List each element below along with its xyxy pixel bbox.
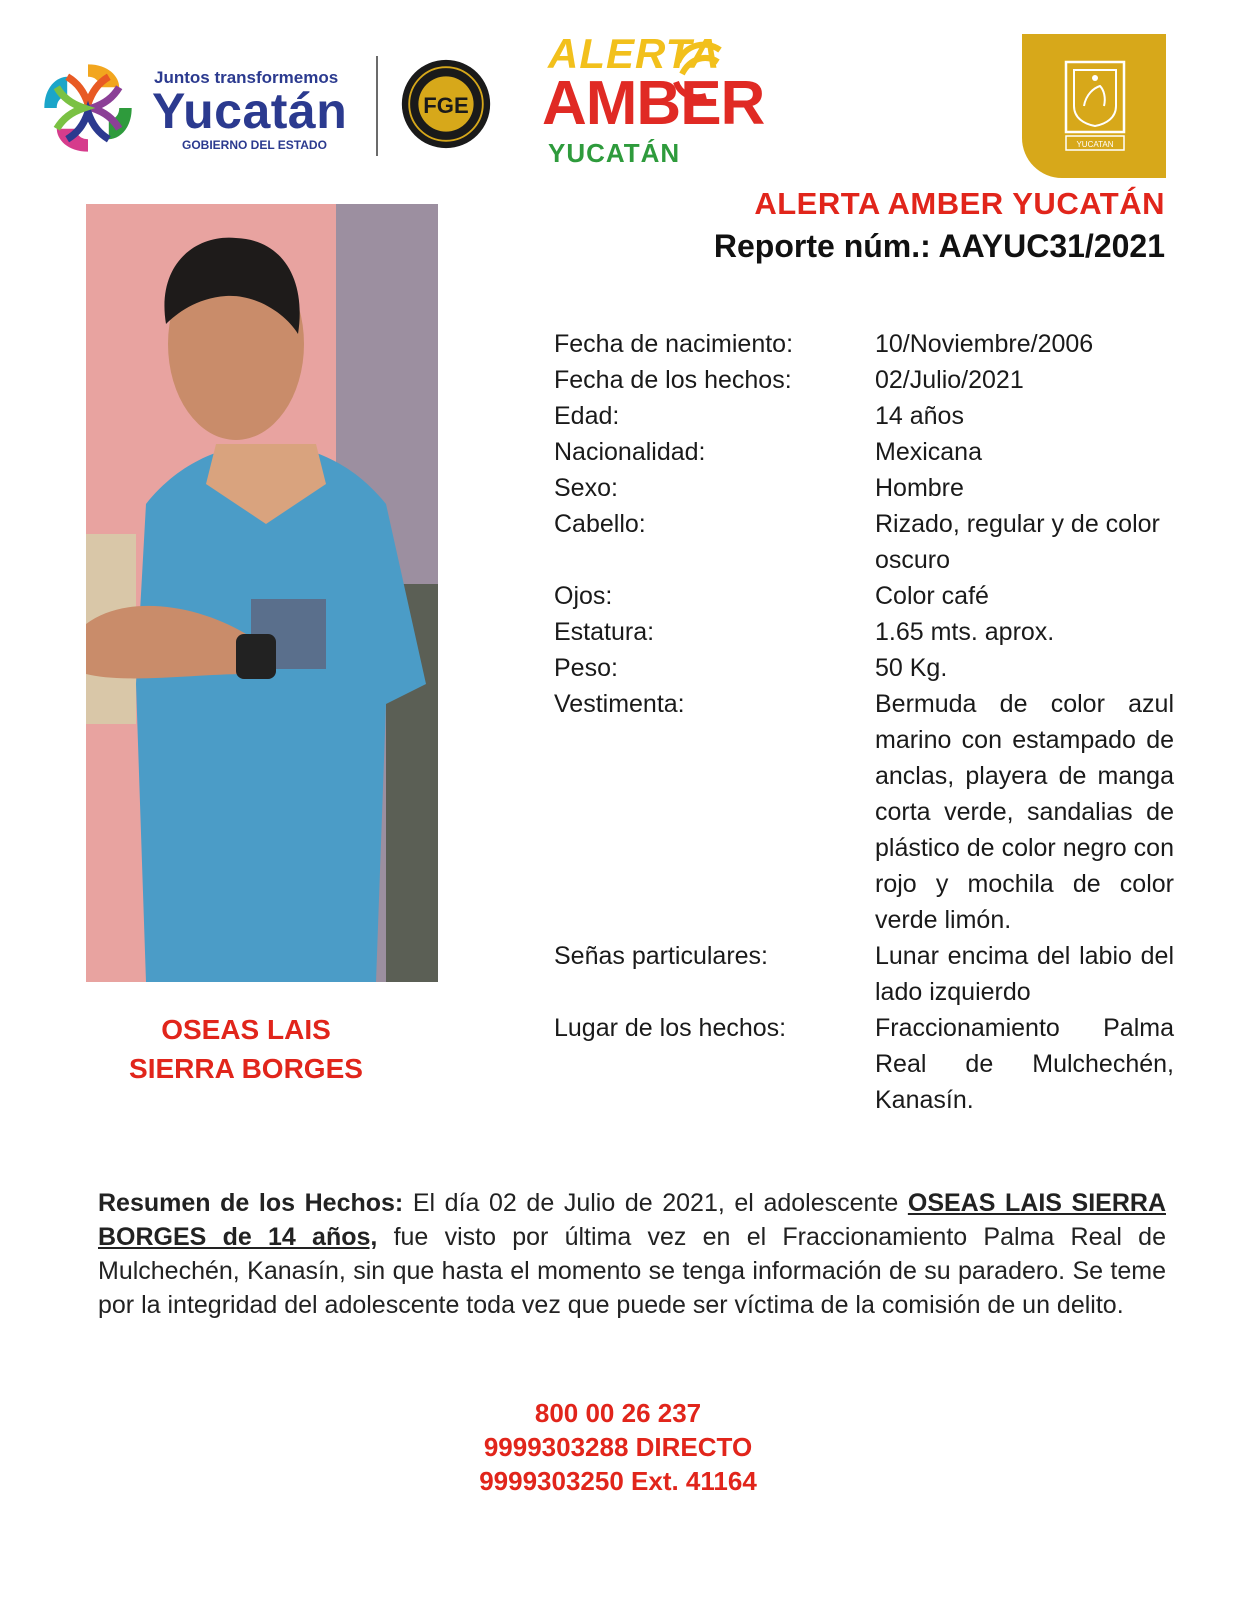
detail-row: [554, 614, 1174, 650]
detail-row: [554, 470, 1174, 506]
detail-row: [554, 650, 1174, 686]
detail-row: [554, 362, 1174, 398]
detail-value: Lunar encima del labio del lado izquierdo: [875, 942, 1174, 1006]
detail-row: [554, 506, 1174, 578]
detail-label: Vestimenta:: [554, 690, 685, 718]
detail-label: Sexo:: [554, 474, 618, 502]
amber-logo-line1: ALERTA: [548, 30, 721, 77]
summary-heading: Resumen de los Hechos:: [98, 1189, 404, 1217]
detail-row: [554, 938, 1174, 1010]
phone-line-1[interactable]: 800 00 26 237: [534, 1398, 702, 1428]
logo-divider: [376, 56, 378, 156]
detail-row: [554, 1010, 1174, 1118]
person-name: [86, 1010, 406, 1088]
yucatan-wordmark: Yucatán: [152, 83, 348, 139]
yucatan-government-logo: [36, 52, 496, 164]
detail-value: Rizado, regular y de color oscuro: [875, 510, 1160, 574]
amber-logo-line3: YUCATÁN: [548, 138, 681, 168]
fge-label: FGE: [423, 93, 469, 119]
yucatan-government-label: GOBIERNO DEL ESTADO: [182, 138, 327, 152]
detail-label: Ojos:: [554, 582, 613, 610]
detail-value: Hombre: [875, 474, 964, 502]
detail-label: Fecha de los hechos:: [554, 366, 792, 394]
detail-label: Edad:: [554, 402, 620, 430]
detail-row: [554, 398, 1174, 434]
signal-wave-icon: [672, 32, 732, 102]
detail-value: Mexicana: [875, 438, 982, 466]
coat-of-arms-icon: [1060, 56, 1130, 156]
detail-label: Fecha de nacimiento:: [554, 330, 794, 358]
alert-title: ALERTA AMBER YUCATÁN: [754, 186, 1165, 221]
detail-label: Nacionalidad:: [554, 438, 706, 466]
missing-person-photo: [86, 204, 438, 982]
person-details: [554, 326, 1174, 1118]
detail-label: Lugar de los hechos:: [554, 1014, 787, 1042]
phone-line-2[interactable]: 9999303288 DIRECTO: [483, 1432, 753, 1462]
yucatan-slogan: Juntos transformemos: [154, 68, 339, 87]
detail-value: 10/Noviembre/2006: [875, 330, 1094, 358]
detail-row: [554, 578, 1174, 614]
facts-summary: [98, 1186, 1166, 1322]
detail-row: [554, 326, 1174, 362]
detail-row: [554, 686, 1174, 938]
summary-text-1: El día 02 de Julio de 2021, el adolescente: [403, 1189, 908, 1217]
alerta-amber-logo: [540, 30, 765, 170]
summary-highlight: OSEAS LAIS SIERRA BORGES de 14 años,: [98, 1189, 1166, 1251]
detail-row: [554, 434, 1174, 470]
amber-logo-line2: AMBER: [542, 69, 765, 138]
shield-caption: YUCATAN: [1076, 140, 1114, 149]
detail-value: 02/Julio/2021: [875, 366, 1024, 394]
yucatan-state-shield-badge: [1022, 34, 1166, 178]
contact-phones: [318, 1396, 918, 1498]
detail-value: 50 Kg.: [875, 654, 948, 682]
detail-value: Color café: [875, 582, 989, 610]
detail-label: Señas particulares:: [554, 942, 769, 970]
phone-line-3[interactable]: 9999303250 Ext. 41164: [479, 1466, 757, 1496]
detail-value: 1.65 mts. aprox.: [875, 618, 1055, 646]
detail-label: Cabello:: [554, 510, 646, 538]
detail-value: Fraccionamiento Palma Real de Mulchechén, Kanasín.: [875, 1014, 1174, 1114]
detail-label: Peso:: [554, 654, 618, 682]
detail-value: Bermuda de color azul marino con estampado de anclas, playera de manga corta verde, sandalias de plástico de color negro con rojo y mochila de color verde limón.: [875, 690, 1174, 934]
detail-value: 14 años: [875, 402, 964, 430]
detail-label: Estatura:: [554, 618, 655, 646]
summary-text-2: fue visto por última vez en el Fraccionamiento Palma Real de Mulchechén, Kanasín, sin que hasta el momento se tenga información de su paradero. Se teme por la integridad del adolescente toda vez que puede ser víctima de la comisión de un delito.: [98, 1223, 1166, 1319]
person-name-line2: SIERRA BORGES: [129, 1053, 363, 1084]
yucatan-emblem-icon: [36, 56, 140, 160]
report-number: Reporte núm.: AAYUC31/2021: [713, 228, 1165, 264]
person-name-line1: OSEAS LAIS: [161, 1014, 331, 1045]
fge-seal-icon: [400, 58, 492, 150]
